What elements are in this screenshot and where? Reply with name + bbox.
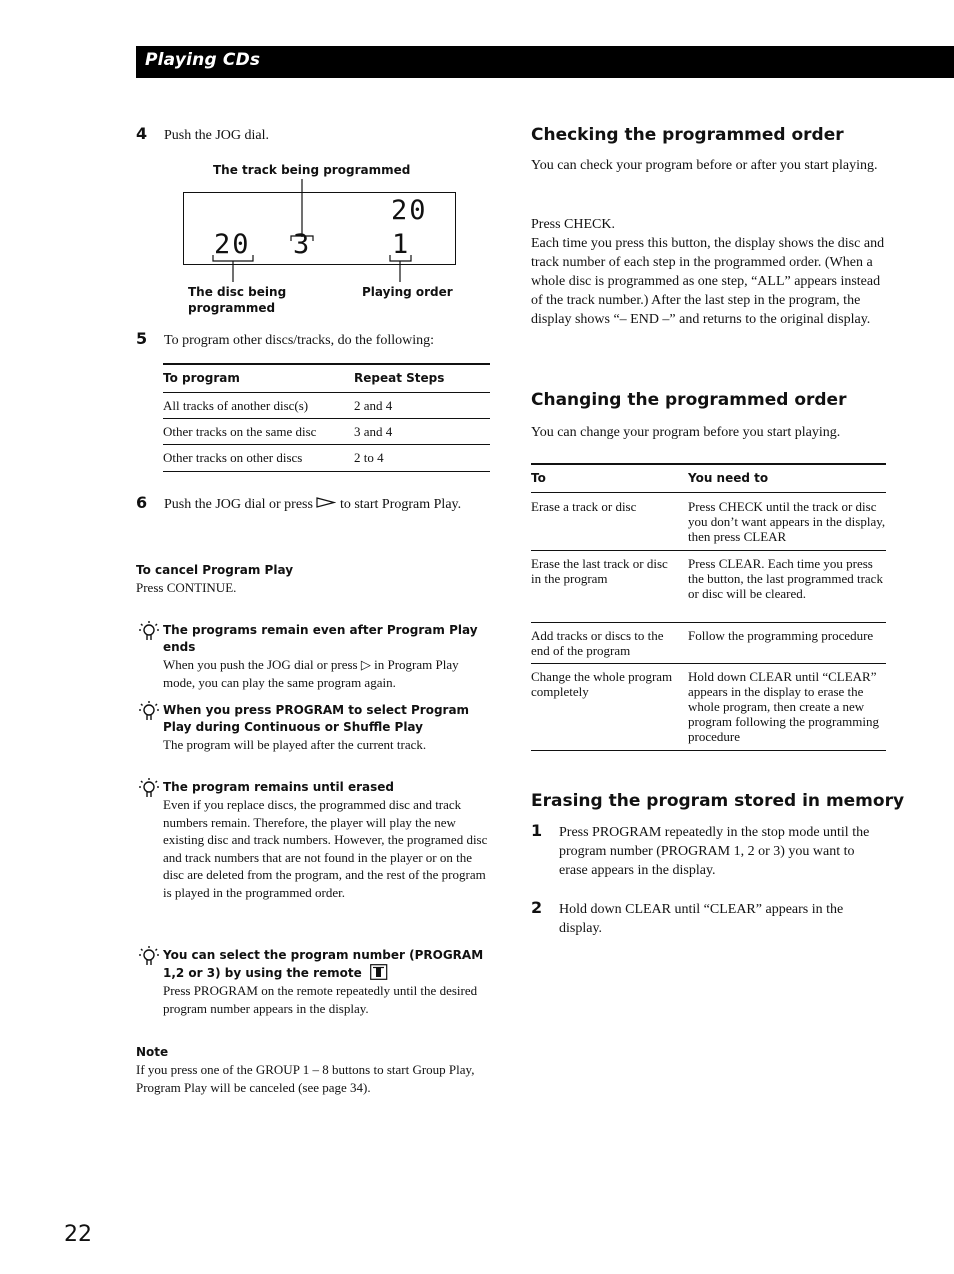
tip-block	[163, 947, 493, 1017]
step-number-6: 6	[136, 493, 148, 512]
table-cell: Other tracks on other discs	[163, 450, 303, 465]
section-header-bar	[136, 46, 954, 78]
tip-title: The programs remain even after Program Play ends	[163, 623, 478, 654]
table-row	[163, 418, 490, 444]
erase-step-number-2: 2	[531, 898, 543, 917]
display-order-digit: 1	[392, 229, 411, 260]
display-track-digit: 3	[293, 229, 312, 260]
tip-body: The program will be played after the current track.	[163, 737, 427, 752]
tip-block	[163, 779, 493, 902]
table-row	[531, 622, 886, 663]
cancel-title: To cancel Program Play	[136, 563, 294, 577]
table-header: To program	[163, 371, 240, 386]
tip-block	[163, 702, 483, 754]
lcd-display	[183, 192, 456, 265]
figure-label-disc: The disc being programmed	[188, 285, 287, 315]
section-title: Playing CDs	[145, 50, 261, 70]
table-cell: 3 and 4	[354, 423, 393, 439]
tip-bulb-icon	[137, 777, 159, 799]
tip-bulb-icon	[137, 620, 159, 642]
table-cell: 2 and 4	[354, 397, 393, 413]
repeat-steps-table	[163, 363, 490, 472]
step-4-text: Push the JOG dial.	[164, 128, 269, 143]
tip-block	[163, 622, 493, 691]
erase-step-2-text: Hold down CLEAR until “CLEAR” appears in the display.	[559, 902, 844, 936]
table-cell: Follow the programming procedure	[688, 627, 874, 643]
tip-title: You can select the program number (PROGRAM 1,2 or 3) by using the remote	[163, 948, 484, 980]
figure-label-order: Playing order	[362, 285, 453, 299]
table-cell: Other tracks on the same disc	[163, 423, 317, 439]
step-6-text-a: Push the JOG dial or press	[164, 497, 313, 512]
check-paragraph-1: You can check your program before or after you start playing.	[531, 158, 878, 173]
tip-bulb-icon	[137, 700, 159, 722]
step-number-5: 5	[136, 329, 148, 348]
table-header: To	[531, 471, 546, 486]
table-cell: All tracks of another disc(s)	[163, 397, 309, 413]
tip-title: When you press PROGRAM to select Program Play during Continuous or Shuffle Play	[163, 703, 470, 734]
play-icon	[316, 497, 336, 508]
tip-title: The program remains until erased	[163, 780, 394, 794]
page-number: 22	[64, 1222, 92, 1247]
table-cell: Hold down CLEAR until “CLEAR” appears in the display to erase the whole program, then create a new program following the programming procedure	[688, 668, 879, 744]
table-cell: Add tracks or discs to the end of the program	[531, 627, 664, 658]
table-row	[163, 444, 490, 471]
step-5-text: To program other discs/tracks, do the following:	[164, 333, 435, 348]
table-cell: Press CLEAR. Each time you press the button, the last programmed track or disc will be cleared.	[688, 555, 883, 601]
change-paragraph-1: You can change your program before you start playing.	[531, 425, 841, 440]
table-row	[531, 663, 886, 750]
heading-changing: Changing the programmed order	[531, 390, 847, 410]
tip-body: Press PROGRAM on the remote repeatedly until the desired program number appears in the display.	[163, 983, 478, 1016]
change-order-table	[531, 463, 886, 751]
cancel-text: Press CONTINUE.	[136, 580, 237, 595]
table-cell: Change the whole program completely	[531, 668, 673, 699]
tip-title-wrap	[163, 947, 493, 982]
heading-checking: Checking the programmed order	[531, 125, 844, 145]
display-top-digits: 20	[391, 195, 428, 226]
remote-icon	[370, 964, 388, 980]
figure-label-track: The track being programmed	[213, 163, 411, 177]
table-row	[531, 550, 886, 622]
check-paragraph-3: Each time you press this button, the display shows the disc and track number of each step in the programmed order. (When a whole disc is programmed as one step, “ALL” appears instead of the track number.) After the last step in the program, the display shows “– END –” and returns to the original display.	[531, 236, 885, 327]
table-header: You need to	[688, 471, 769, 486]
table-row	[531, 492, 886, 550]
step-6-text	[164, 495, 484, 514]
tip-body: Even if you replace discs, the programmed disc and track numbers remain. Therefore, the player will play the new existing disc and track numbers. However, the programed disc and track numbers that are not found in the player or on the disc are deleted from the program, and the rest of the program is played in the programmed order.	[163, 797, 488, 900]
check-paragraph-2: Press CHECK.	[531, 217, 616, 232]
table-cell: Erase the last track or disc in the program	[531, 555, 668, 586]
erase-step-1-text: Press PROGRAM repeatedly in the stop mode until the program number (PROGRAM 1, 2 or 3) you want to erase appears in the display.	[559, 825, 870, 878]
tip-body: When you push the JOG dial or press ▷ in Program Play mode, you can play the same program again.	[163, 657, 459, 690]
display-disc-digits: 20	[214, 229, 251, 260]
table-cell: Press CHECK until the track or disc you don’t want appears in the display, then press CLEAR	[688, 498, 886, 544]
erase-step-number-1: 1	[531, 821, 543, 840]
table-cell: 2 to 4	[354, 450, 384, 465]
table-cell: Erase a track or disc	[531, 498, 637, 514]
heading-erasing: Erasing the program stored in memory	[531, 791, 905, 811]
note-text: If you press one of the GROUP 1 – 8 buttons to start Group Play, Program Play will be canceled (see page 34).	[136, 1062, 475, 1095]
step-number-4: 4	[136, 124, 148, 143]
note-title: Note	[136, 1045, 169, 1059]
tip-bulb-icon	[137, 945, 159, 967]
step-6-text-b: to start Program Play.	[339, 497, 462, 512]
table-row	[163, 392, 490, 418]
table-header: Repeat Steps	[354, 371, 445, 386]
